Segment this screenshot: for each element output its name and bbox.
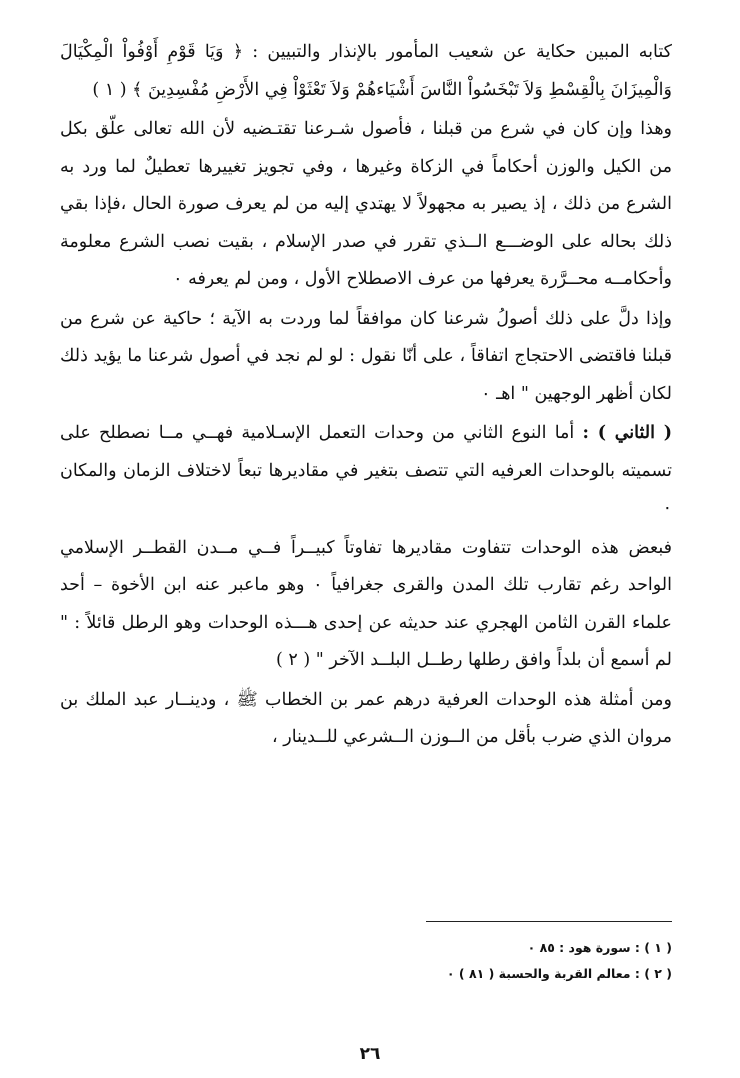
paragraph-examples: ومن أمثلة هذه الوحدات العرفية درهم عمر بن الخطاب ﷺ ، ودينــار عبد الملك بن مروان الذي ضرب بأقل من الــوزن الــشرعي للــدينار ، <box>60 689 672 747</box>
paragraph-second-type <box>60 415 672 528</box>
paragraph-quran-quote: كتابه المبين حكاية عن شعيب المأمور بالإنذار والتبيين : ﴿ وَيَا قَوْمِ أَوْفُواْ الْمِكْيَالَ وَالْمِيزَانَ بِالْقِسْطِ وَلاَ تَبْخَسُواْ النَّاسَ أَشْيَاءهُمْ وَلاَ تَعْثَوْاْ فِي الأَرْضِ مُفْسِدِينَ ﴾ ( ١ ) <box>60 42 672 100</box>
second-type-text: أما النوع الثاني من وحدات التعمل الإسـلامية فهــي مــا نصطلح على تسميته بالوحدات العرفيه التي تتصف بتغير في مقاديرها تبعاً لاختلاف الزمان والمكان ٠ <box>60 423 672 518</box>
footnote-2: ( ٢ ) : معالم القربة والحسبة ( ٨١ ) ٠ <box>446 966 672 981</box>
footnotes <box>72 935 672 987</box>
section-label: ( الثاني ) : <box>582 423 672 443</box>
paragraph-sharia-origins: وهذا وإن كان في شرع من قبلنا ، فأصول شـرعنا تقتـضيه لأن الله تعالى علّق بكل من الكيل والوزن أحكاماً في الزكاة وغيرها ، وفي تجويز تغييرها تعطيلٌ لما ورد به الشرع من ذلك ، إذ يصير به مجهولاً لا يهتدي إليه من لم يعرف صورة الحال ،فإذا بقي ذلك بحاله على الوضـــع الــذي تقرر في صدر الإسلام ، بقيت نصب الشرع معلومة وأحكامــه محــرَّرة يعرفها من عرف الاصطلاح الأول ، ومن لم يعرفه ٠ <box>60 119 672 289</box>
page-body <box>60 34 672 757</box>
paragraph-variation: فبعض هذه الوحدات تتفاوت مقاديرها تفاوتاً كبيــراً فــي مــدن القطــر الإسلامي الواحد رغم تقارب تلك المدن والقرى جغرافياً ٠ وهو ماعبر عنه ابن الأخوة – أحد علماء القرن الثامن الهجري عند حديثه عن إحدى هـــذه الوحدات وهو الرطل قائلاً : " لم أسمع أن بلداً وافق رطلها رطــل البلــد الآخر " ( ٢ ) <box>60 537 672 670</box>
footnote-1: ( ١ ) : سورة هود : ٨٥ ٠ <box>527 940 672 955</box>
paragraph-conclusion: وإذا دلَّ على ذلك أصولُ شرعنا كان موافقاً لما وردت به الآية ؛ حاكية عن شرع من قبلنا فاقتضى الاحتجاج اتفاقاً ، على أنّا نقول : لو لم نجد في أصول شرعنا ما يؤيد ذلك لكان أظهر الوجهين " اهـ ٠ <box>60 308 672 404</box>
page-number: ٢٦ <box>359 1044 381 1064</box>
footnote-divider <box>426 921 672 922</box>
